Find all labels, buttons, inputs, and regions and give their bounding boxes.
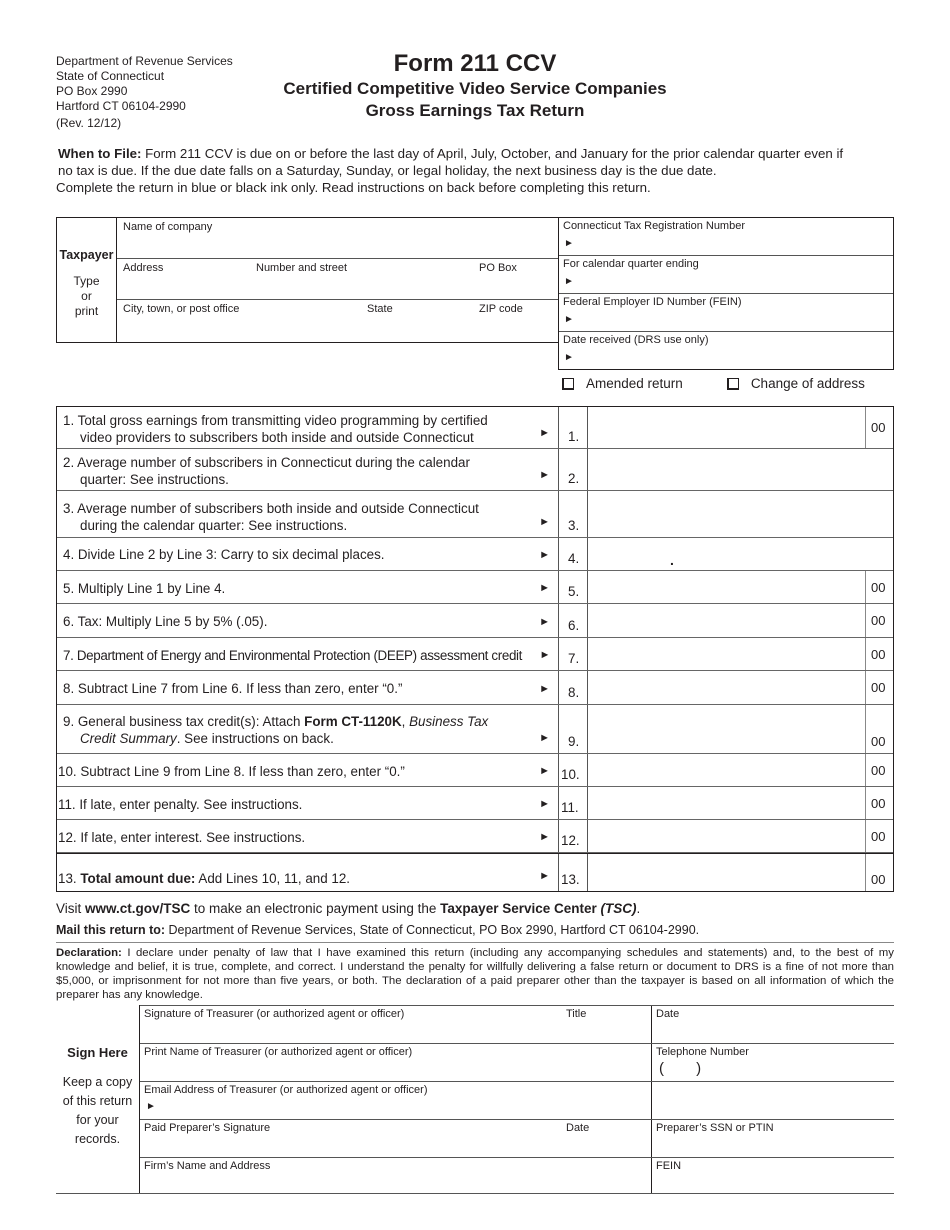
arrow-icon: ►	[539, 870, 550, 882]
decimal-point: .	[670, 552, 674, 568]
line-text: 9. General business tax credit(s): Attach	[63, 714, 305, 729]
line-number: 12.	[561, 833, 580, 848]
form-subtitle-1: Certified Competitive Video Service Companies	[283, 79, 667, 98]
arrow-icon: ►	[539, 683, 550, 695]
type-or-print: print	[74, 304, 99, 318]
line-number: 3.	[568, 518, 580, 533]
agency-line: Hartford CT 06104-2990	[56, 99, 186, 113]
date-label: Date	[656, 1008, 680, 1020]
arrow-icon: ►	[539, 549, 550, 561]
cents-value: 00	[871, 829, 886, 844]
area-code-parens: ( )	[659, 1060, 702, 1077]
address-field[interactable]	[117, 259, 559, 300]
return-type-checkboxes	[562, 376, 865, 391]
company-name-label: Name of company	[123, 221, 213, 233]
line-description	[63, 730, 558, 747]
text: .	[636, 901, 641, 916]
fein-label: Federal Employer ID Number (FEIN)	[563, 296, 742, 308]
line-8-amount-input[interactable]	[587, 671, 893, 704]
firm-label: Firm’s Name and Address	[144, 1160, 271, 1172]
keep-copy-note: records.	[74, 1132, 121, 1146]
mailing-address	[56, 923, 699, 937]
line-number: 5.	[568, 584, 580, 599]
line-number: 8.	[568, 685, 580, 700]
line-number: 2.	[568, 471, 580, 486]
line-text: Add Lines 10, 11, and 12.	[195, 871, 351, 886]
arrow-icon: ►	[146, 1101, 156, 1112]
revision-date: (Rev. 12/12)	[56, 116, 122, 130]
line-description: 11. If late, enter penalty. See instructions.	[58, 797, 303, 812]
signature-section	[56, 1005, 894, 1194]
taxpayer-box	[56, 217, 559, 343]
quarter-ending-field[interactable]	[559, 256, 893, 294]
arrow-icon: ►	[539, 427, 550, 439]
divider	[56, 942, 894, 943]
type-or-print: Type	[73, 274, 100, 288]
date-received-field[interactable]	[559, 332, 893, 370]
line-5-amount-input[interactable]	[587, 571, 893, 603]
amended-return-label: Amended return	[586, 376, 683, 391]
taxpayer-label	[57, 218, 117, 342]
cents-value: 00	[871, 580, 886, 595]
cents-value: 00	[871, 734, 886, 749]
agency-line: PO Box 2990	[56, 84, 128, 98]
text: to make an electronic payment using the	[190, 901, 441, 916]
arrow-icon: ►	[539, 798, 550, 810]
when-to-file-text: Form 211 CCV is due on or before the last day of April, July, October, and January for the prior calendar quarter even if	[141, 146, 844, 161]
change-of-address-label: Change of address	[750, 376, 865, 391]
arrow-icon: ►	[564, 352, 574, 363]
line-number: 11.	[561, 800, 579, 815]
line-13-total	[57, 853, 893, 891]
line-description: 10. Subtract Line 9 from Line 8. If less than zero, enter “0.”	[58, 764, 405, 779]
arrow-icon: ►	[539, 765, 550, 777]
form-number: Form 211 CCV	[393, 50, 557, 77]
line-6-amount-input[interactable]	[587, 604, 893, 637]
line-text: 13.	[58, 871, 81, 886]
preparer-ssn-label: Preparer’s SSN or PTIN	[656, 1122, 774, 1134]
line-number: 7.	[568, 651, 580, 666]
address-label: Address	[123, 262, 164, 274]
payment-note	[56, 901, 640, 916]
line-description	[58, 870, 558, 887]
line-description: 8. Subtract Line 7 from Line 6. If less than zero, enter “0.”	[63, 681, 403, 696]
tax-computation-lines	[56, 406, 894, 892]
checkbox-icon[interactable]	[562, 378, 574, 390]
line-4-ratio-input[interactable]	[587, 538, 893, 570]
signature-label: Signature of Treasurer (or authorized agent or officer)	[144, 1008, 405, 1020]
arrow-icon: ►	[539, 616, 550, 628]
line-description: 12. If late, enter interest. See instructions.	[58, 830, 306, 845]
ink-note: Complete the return in blue or black ink only. Read instructions on back before completing this return.	[56, 180, 651, 195]
line-number: 10.	[561, 767, 580, 782]
taxpayer-heading: Taxpayer	[59, 248, 114, 262]
po-box-label: PO Box	[479, 262, 517, 274]
print-name-row[interactable]	[140, 1043, 894, 1081]
print-name-label: Print Name of Treasurer (or authorized agent or officer)	[144, 1046, 413, 1058]
line-text: . See instructions on back.	[176, 731, 334, 746]
zip-label: ZIP code	[479, 303, 523, 315]
text: Visit	[56, 901, 86, 916]
type-or-print: or	[81, 289, 92, 303]
checkbox-icon[interactable]	[727, 378, 739, 390]
arrow-icon: ►	[564, 238, 574, 249]
line-description	[63, 713, 558, 730]
line-number: 4.	[568, 551, 580, 566]
line-number: 9.	[568, 734, 580, 749]
tsc-name: Taxpayer Service Center	[440, 901, 601, 916]
date-received-label: Date received (DRS use only)	[563, 334, 709, 346]
line-11-penalty-input[interactable]	[587, 787, 893, 819]
divider	[56, 1193, 894, 1194]
firm-row[interactable]	[140, 1157, 894, 1194]
form-reference: Form CT-1120K	[304, 714, 402, 729]
declaration	[56, 946, 894, 1002]
line-description: 6. Tax: Multiply Line 5 by 5% (.05).	[63, 614, 268, 629]
amended-return-checkbox[interactable]	[562, 376, 683, 391]
agency-line: State of Connecticut	[56, 69, 165, 83]
line-6	[57, 604, 893, 638]
telephone-label: Telephone Number	[656, 1046, 749, 1058]
keep-copy-note: for your	[76, 1113, 119, 1127]
line-description: 7. Department of Energy and Environmental Protection (DEEP) assessment credit	[63, 648, 523, 663]
line-description: 1. Total gross earnings from transmitting video programming by certified	[63, 413, 488, 428]
cents-value: 00	[871, 613, 886, 628]
line-1	[57, 407, 893, 449]
form-subtitle-2: Gross Earnings Tax Return	[365, 101, 585, 120]
line-description: 2. Average number of subscribers in Connecticut during the calendar	[63, 455, 470, 470]
company-name-field[interactable]	[117, 218, 559, 259]
email-label: Email Address of Treasurer (or authorized agent or officer)	[144, 1084, 428, 1096]
keep-copy-note: of this return	[62, 1094, 133, 1108]
arrow-icon: ►	[539, 831, 550, 843]
line-2	[57, 449, 893, 491]
number-street-label: Number and street	[256, 262, 348, 274]
line-description: quarter: See instructions.	[80, 472, 229, 487]
line-10-amount-input[interactable]	[587, 754, 893, 786]
fein-field[interactable]	[559, 294, 893, 332]
arrow-icon: ►	[539, 516, 550, 528]
line-9	[57, 705, 893, 754]
preparer-signature-label: Paid Preparer’s Signature	[144, 1122, 271, 1134]
title-label: Title	[566, 1008, 587, 1020]
line-10	[57, 754, 893, 787]
email-row[interactable]	[140, 1081, 894, 1119]
form-title: Credit Summary	[80, 731, 177, 746]
cents-value: 00	[871, 680, 886, 695]
declaration-text: I declare under penalty of law that I have examined this return (including any accompanying schedules and statements) and, to the best of my knowledge and belief, it is true, complete, and correct. I understand the penalty for willfully delivering a false return or document to DRS is a fine of not more than $5,000, or imprisonment for not more than five years, or both. The declaration of a paid preparer other than the taxpayer is based on all information of which the preparer has any knowledge.	[56, 947, 894, 1001]
line-13-total-input[interactable]	[587, 854, 893, 891]
city-state-zip-field[interactable]	[117, 300, 559, 341]
line-2-amount-input[interactable]	[587, 449, 893, 490]
mail-label: Mail this return to:	[56, 923, 166, 937]
form-title: Business Tax	[409, 714, 489, 729]
tsc-abbr: (TSC)	[600, 901, 637, 916]
line-description: 4. Divide Line 2 by Line 3: Carry to six decimal places.	[63, 547, 385, 562]
quarter-ending-label: For calendar quarter ending	[563, 258, 699, 270]
cents-value: 00	[871, 872, 886, 887]
line-number: 13.	[561, 872, 580, 887]
when-to-file-label: When to File:	[58, 146, 142, 161]
change-of-address-checkbox[interactable]	[727, 376, 865, 391]
state-label: State	[367, 303, 393, 315]
tax-registration-field[interactable]	[559, 218, 893, 256]
line-11	[57, 787, 893, 820]
firm-fein-label: FEIN	[656, 1160, 682, 1172]
keep-copy-note: Keep a copy	[62, 1075, 133, 1089]
id-fields-box	[558, 217, 894, 370]
treasurer-signature-row[interactable]	[140, 1005, 894, 1043]
line-description: 5. Multiply Line 1 by Line 4.	[63, 581, 226, 596]
line-number: 1.	[568, 429, 580, 444]
line-5	[57, 571, 893, 604]
line-text: ,	[401, 714, 410, 729]
when-to-file-text-2: no tax is due. If the due date falls on a Saturday, Sunday, or legal holiday, the next business day is the due date.	[58, 163, 717, 178]
line-8	[57, 671, 893, 705]
line-9-amount-input[interactable]	[587, 705, 893, 753]
tax-registration-label: Connecticut Tax Registration Number	[563, 220, 745, 232]
cents-value: 00	[871, 763, 886, 778]
line-7-amount-input[interactable]	[587, 638, 893, 670]
sign-here-label: Sign Here	[67, 1045, 128, 1060]
arrow-icon: ►	[539, 732, 550, 744]
sign-here-panel	[56, 1005, 140, 1194]
line-description: video providers to subscribers both inside and outside Connecticut	[80, 430, 474, 445]
arrow-icon: ►	[539, 582, 550, 594]
cents-value: 00	[871, 420, 886, 435]
line-description: during the calendar quarter: See instructions.	[80, 518, 348, 533]
tsc-link[interactable]: www.ct.gov/TSC	[85, 901, 191, 916]
agency-address	[56, 54, 233, 131]
line-number: 6.	[568, 618, 580, 633]
agency-line: Department of Revenue Services	[56, 54, 233, 68]
line-4	[57, 538, 893, 571]
cents-value: 00	[871, 647, 886, 662]
line-12	[57, 820, 893, 853]
declaration-label: Declaration:	[56, 947, 122, 959]
city-label: City, town, or post office	[123, 303, 240, 315]
arrow-icon: ►	[539, 649, 550, 661]
preparer-signature-row[interactable]	[140, 1119, 894, 1157]
line-12-interest-input[interactable]	[587, 820, 893, 852]
line-7	[57, 638, 893, 671]
arrow-icon: ►	[564, 276, 574, 287]
arrow-icon: ►	[539, 469, 550, 481]
preparer-date-label: Date	[566, 1122, 590, 1134]
line-3	[57, 491, 893, 538]
title-block	[255, 50, 695, 122]
mail-text: Department of Revenue Services, State of Connecticut, PO Box 2990, Hartford CT 06104-2990.	[165, 923, 700, 937]
line-description: 3. Average number of subscribers both inside and outside Connecticut	[63, 501, 479, 516]
line-1-amount-input[interactable]	[587, 407, 893, 448]
line-3-amount-input[interactable]	[587, 491, 893, 537]
total-label: Total amount due:	[80, 871, 196, 886]
cents-value: 00	[871, 796, 886, 811]
arrow-icon: ►	[564, 314, 574, 325]
filing-instructions	[56, 145, 906, 196]
